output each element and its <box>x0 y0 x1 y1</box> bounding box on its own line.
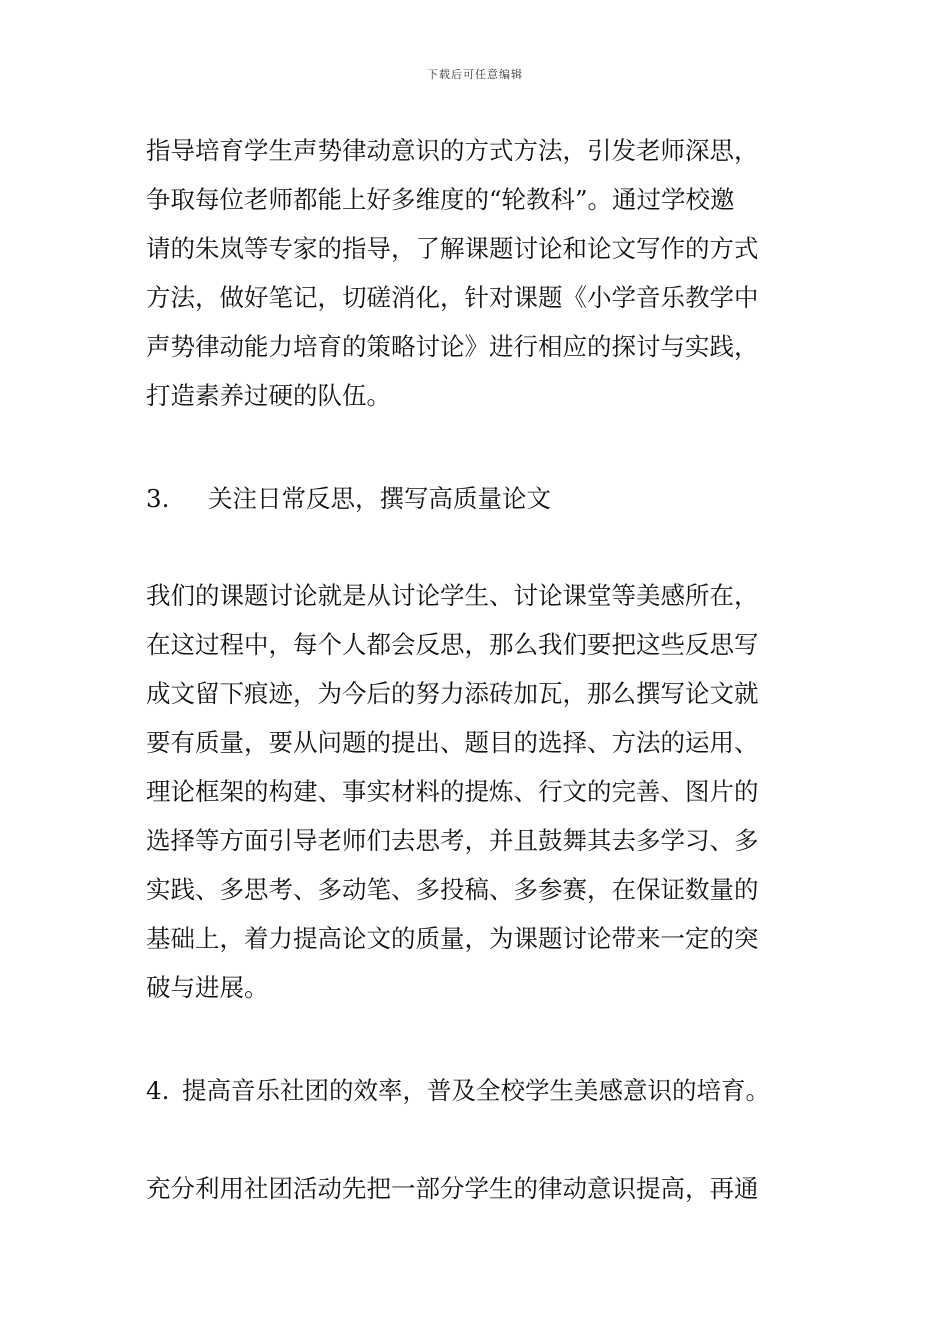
header-note: 下载后可任意编辑 <box>427 68 523 81</box>
paragraph-line: 要有质量，要从问题的提出、题目的选择、方法的运用、 <box>146 728 759 757</box>
paragraph-line: 打造素养过硬的队伍。 <box>146 381 391 410</box>
paragraph-line: 指导培育学生声势律动意识的方式方法，引发老师深思， <box>146 136 759 165</box>
paragraph-line: 成文留下痕迹，为今后的努力添砖加瓦，那么撰写论文就 <box>146 679 759 708</box>
section-title: 关注日常反思，撰写高质量论文 <box>208 484 551 513</box>
section-title: 提高音乐社团的效率，普及全校学生美感意识的培育。 <box>182 1076 770 1105</box>
paragraph-line: 实践、多思考、多动笔、多投稿、多参赛，在保证数量的 <box>146 875 759 904</box>
paragraph-line: 争取每位老师都能上好多维度的“轮教科”。通过学校邀 <box>146 185 735 214</box>
paragraph-line: 我们的课题讨论就是从讨论学生、讨论课堂等美感所在， <box>146 581 759 610</box>
paragraph-line: 基础上，着力提高论文的质量，为课题讨论带来一定的突 <box>146 924 759 953</box>
paragraph-line: 理论框架的构建、事实材料的提炼、行文的完善、图片的 <box>146 777 759 806</box>
paragraph-line: 充分利用社团活动先把一部分学生的律动意识提高，再通 <box>146 1174 759 1203</box>
paragraph-line: 声势律动能力培育的策略讨论》进行相应的探讨与实践， <box>146 332 759 361</box>
section-number: 3. <box>146 484 170 513</box>
paragraph-1 <box>146 126 810 420</box>
paragraph-line: 请的朱岚等专家的指导，了解课题讨论和论文写作的方式 <box>146 234 759 263</box>
section-heading-3 <box>146 474 810 523</box>
paragraph-line: 选择等方面引导老师们去思考，并且鼓舞其去多学习、多 <box>146 826 759 855</box>
paragraph-line: 破与进展。 <box>146 973 269 1002</box>
paragraph-line: 方法，做好笔记，切磋消化，针对课题《小学音乐教学中 <box>146 283 759 312</box>
paragraph-2 <box>146 571 810 1012</box>
paragraph-3 <box>146 1164 810 1213</box>
section-number: 4. <box>146 1076 170 1105</box>
section-heading-4 <box>146 1066 810 1115</box>
paragraph-line: 在这过程中，每个人都会反思，那么我们要把这些反思写 <box>146 630 759 659</box>
